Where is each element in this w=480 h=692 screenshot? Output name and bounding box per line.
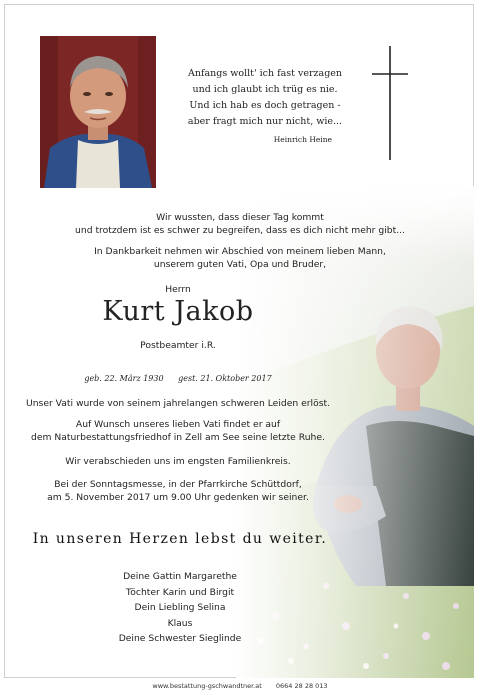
family-member: Dein Liebling Selina: [134, 602, 226, 613]
poem: [180, 66, 350, 148]
body-paragraph: dem Naturbestattungsfriedhof in Zell am See seine letzte Ruhe.: [31, 432, 325, 443]
footer-phone: 0664 28 28 013: [275, 682, 328, 690]
body-paragraph: Unser Vati wurde von seinem jahrelangen schweren Leiden erlöst.: [25, 398, 331, 409]
family-list: [100, 569, 260, 647]
intro-line: In Dankbarkeit nehmen wir Abschied von meinem lieben Mann,: [94, 246, 386, 257]
poem-line: Und ich hab es doch getragen -: [189, 100, 341, 111]
footer-website: www.bestattung-gschwandtner.at: [152, 682, 262, 690]
cross-icon: [372, 46, 408, 160]
deceased-title: Postbeamter i.R.: [140, 340, 216, 351]
portrait-photo: [40, 36, 156, 188]
motto: In unseren Herzen lebst du weiter.: [32, 531, 328, 547]
salutation: Herrn: [165, 284, 191, 295]
poem-line: und ich glaubt ich trüg es nie.: [192, 84, 338, 95]
intro-line: unserem guten Vati, Opa und Bruder,: [153, 259, 327, 270]
footer: [0, 682, 480, 690]
family-member: Töchter Karin und Birgit: [125, 586, 235, 598]
death-date: gest. 21. Oktober 2017: [178, 374, 272, 383]
body-paragraph: am 5. November 2017 um 9.00 Uhr gedenken wir seiner.: [47, 492, 309, 503]
poem-author: Heinrich Heine: [273, 135, 332, 144]
family-member: Klaus: [167, 617, 193, 629]
intro-line: und trotzdem ist es schwer zu begreifen, dass es dich nicht mehr gibt...: [75, 225, 405, 236]
life-dates: [0, 374, 418, 383]
birth-date: geb. 22. März 1930: [84, 374, 164, 383]
family-member: Deine Gattin Margarethe: [123, 571, 237, 582]
body-paragraph: Auf Wunsch unseres lieben Vati findet er auf: [75, 419, 281, 430]
body-paragraph: Wir verabschieden uns im engsten Familienkreis.: [65, 456, 291, 467]
deceased-name: Kurt Jakob: [102, 296, 254, 327]
intro-line: Wir wussten, dass dieser Tag kommt: [156, 212, 324, 223]
body-paragraph: Bei der Sonntagsmesse, in der Pfarrkirche Schüttdorf,: [54, 479, 302, 490]
family-member: Deine Schwester Sieglinde: [118, 633, 242, 644]
poem-line: Anfangs wollt' ich fast verzagen: [187, 68, 343, 79]
poem-line: aber fragt mich nur nicht, wie...: [187, 116, 343, 127]
